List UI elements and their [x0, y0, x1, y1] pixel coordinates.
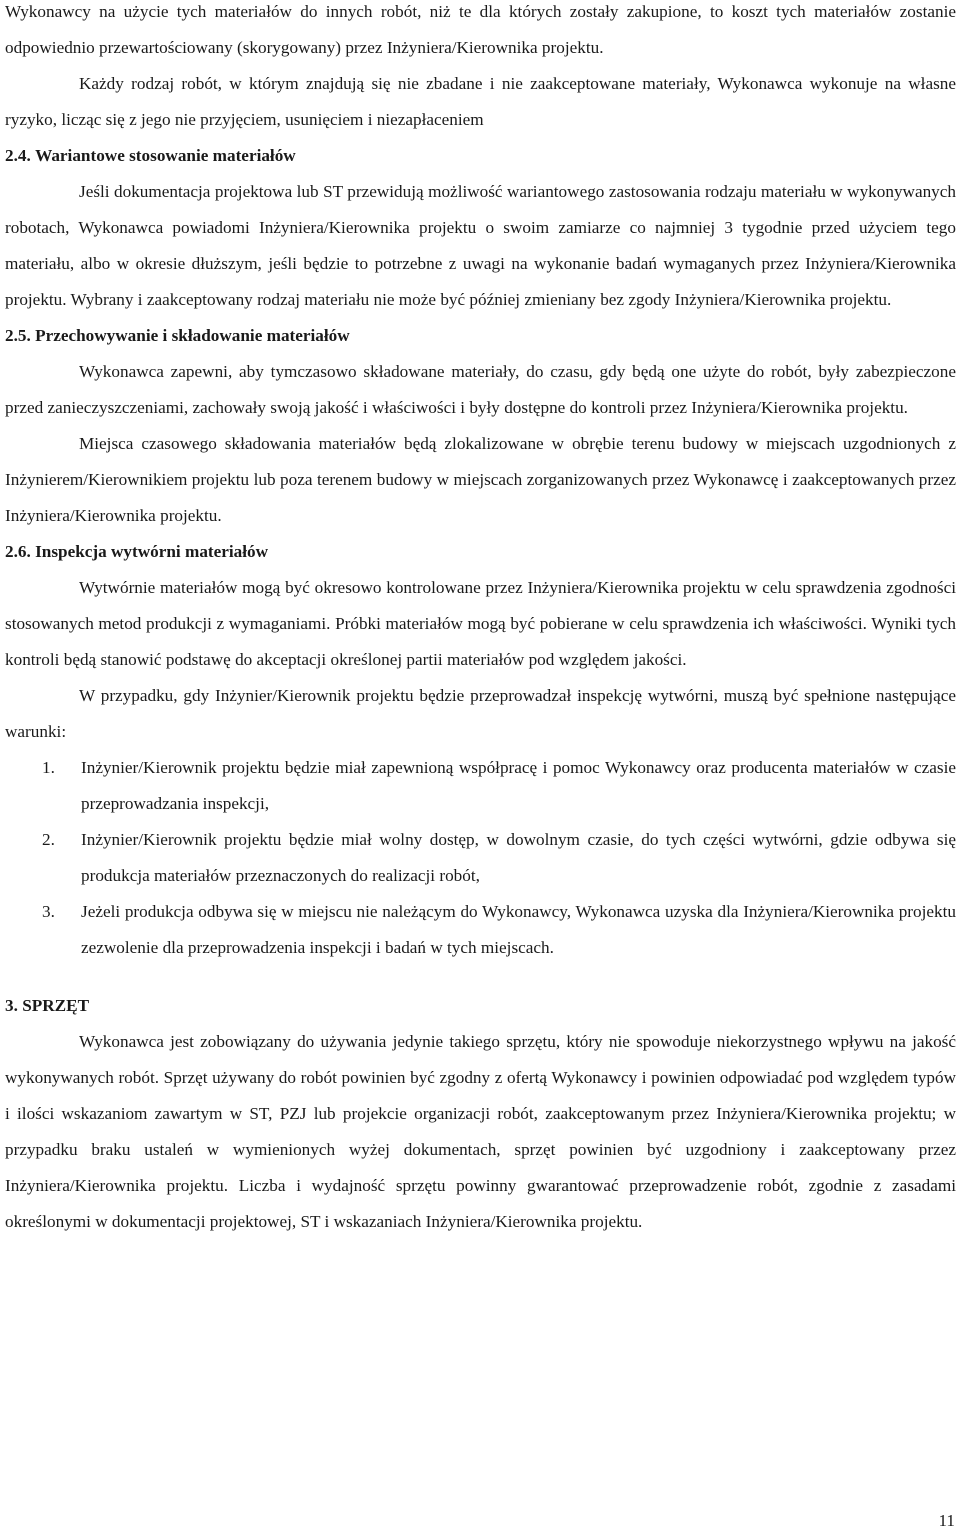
- list-item-text: Jeżeli produkcja odbywa się w miejscu nie należącym do Wykonawcy, Wykonawca uzyska dla Inżyniera/Kierownika projektu zezwolenie dla przeprowadzenia inspekcji i badań w tych miejscach.: [81, 902, 956, 957]
- section-2-5-paragraph-2: Miejsca czasowego składowania materiałów będą zlokalizowane w obrębie terenu budowy w miejscach uzgodnionych z Inżynierem/Kierownikiem projektu lub poza terenem budowy w miejscach zorganizowanych przez Wykonawcę i zaakceptowanych przez Inżyniera/Kierownika projektu.: [5, 434, 956, 525]
- section-2-5-heading: [5, 318, 956, 354]
- intro-paragraph-2: Każdy rodzaj robót, w którym znajdują się nie zbadane i nie zaakceptowane materiały, Wykonawca wykonuje na własne ryzyko, licząc się z jego nie przyjęciem, usunięciem i niezapłaceniem: [5, 74, 956, 129]
- section-2-6-heading: [5, 534, 956, 570]
- list-item: [5, 822, 956, 894]
- list-item-text: Inżynier/Kierownik projektu będzie miał zapewnioną współpracę i pomoc Wykonawcy oraz producenta materiałów w czasie przeprowadzania inspekcji,: [81, 758, 956, 813]
- section-3-heading: 3. SPRZĘT: [5, 996, 90, 1015]
- section-2-6-number: 2.6.: [5, 542, 31, 561]
- list-item-number: 3.: [42, 902, 55, 921]
- section-2-6-title: Inspekcja wytwórni materiałów: [35, 542, 269, 561]
- section-2-4-paragraph: Jeśli dokumentacja projektowa lub ST przewidują możliwość wariantowego zastosowania rodzaju materiału w wykonywanych robotach, Wykonawca powiadomi Inżyniera/Kierownika projektu o swoim zamiarze co najmniej 3 tygodnie przed użyciem tego materiału, albo w okresie dłuższym, jeśli będzie to potrzebne z uwagi na wykonanie badań wymaganych przez Inżyniera/Kierownika projektu. Wybrany i zaakceptowany rodzaj materiału nie może być później zmieniany bez zgody Inżyniera/Kierownika projektu.: [5, 182, 956, 309]
- section-2-5-number: 2.5.: [5, 326, 31, 345]
- list-item-number: 2.: [42, 830, 55, 849]
- list-item-text: Inżynier/Kierownik projektu będzie miał wolny dostęp, w dowolnym czasie, do tych części wytwórni, gdzie odbywa się produkcja materiałów przeznaczonych do realizacji robót,: [81, 830, 956, 885]
- list-item: [5, 894, 956, 966]
- section-2-4-title: Wariantowe stosowanie materiałów: [35, 146, 296, 165]
- section-3-paragraph: Wykonawca jest zobowiązany do używania jedynie takiego sprzętu, który nie spowoduje niekorzystnego wpływu na jakość wykonywanych robót. Sprzęt używany do robót powinien być zgodny z ofertą Wykonawcy i powinien odpowiadać pod względem typów i ilości wskazaniom zawartym w ST, PZJ lub projekcie organizacji robót, zaakceptowanym przez Inżyniera/Kierownika projektu; w przypadku braku ustaleń w wymienionych wyżej dokumentach, sprzęt powinien być uzgodniony i zaakceptowany przez Inżyniera/Kierownika projektu. Liczba i wydajność sprzętu powinny gwarantować przeprowadzenie robót, zgodnie z zasadami określonymi w dokumentacji projektowej, ST i wskazaniach Inżyniera/Kierownika projektu.: [5, 1032, 956, 1231]
- section-2-6-paragraph-2: W przypadku, gdy Inżynier/Kierownik projektu będzie przeprowadzał inspekcję wytwórni, muszą być spełnione następujące warunki:: [5, 686, 956, 741]
- page-number: 11: [938, 1511, 955, 1530]
- inspection-conditions-list: [5, 750, 956, 966]
- list-item: [5, 750, 956, 822]
- section-2-6-paragraph-1: Wytwórnie materiałów mogą być okresowo kontrolowane przez Inżyniera/Kierownika projektu w celu sprawdzenia zgodności stosowanych metod produkcji z wymaganiami. Próbki materiałów mogą być pobierane w celu sprawdzenia ich właściwości. Wyniki tych kontroli będą stanowić podstawę do akceptacji określonej partii materiałów pod względem jakości.: [5, 578, 956, 669]
- section-2-5-paragraph-1: Wykonawca zapewni, aby tymczasowo składowane materiały, do czasu, gdy będą one użyte do robót, były zabezpieczone przed zanieczyszczeniami, zachowały swoją jakość i właściwości i były dostępne do kontroli przez Inżyniera/Kierownika projektu.: [5, 362, 956, 417]
- section-2-5-title: Przechowywanie i składowanie materiałów: [35, 326, 350, 345]
- section-2-4-number: 2.4.: [5, 146, 31, 165]
- list-item-number: 1.: [42, 758, 55, 777]
- intro-paragraph-1: Wykonawcy na użycie tych materiałów do innych robót, niż te dla których zostały zakupione, to koszt tych materiałów zostanie odpowiednio przewartościowany (skorygowany) przez Inżyniera/Kierownika projektu.: [5, 2, 956, 57]
- section-2-4-heading: [5, 138, 956, 174]
